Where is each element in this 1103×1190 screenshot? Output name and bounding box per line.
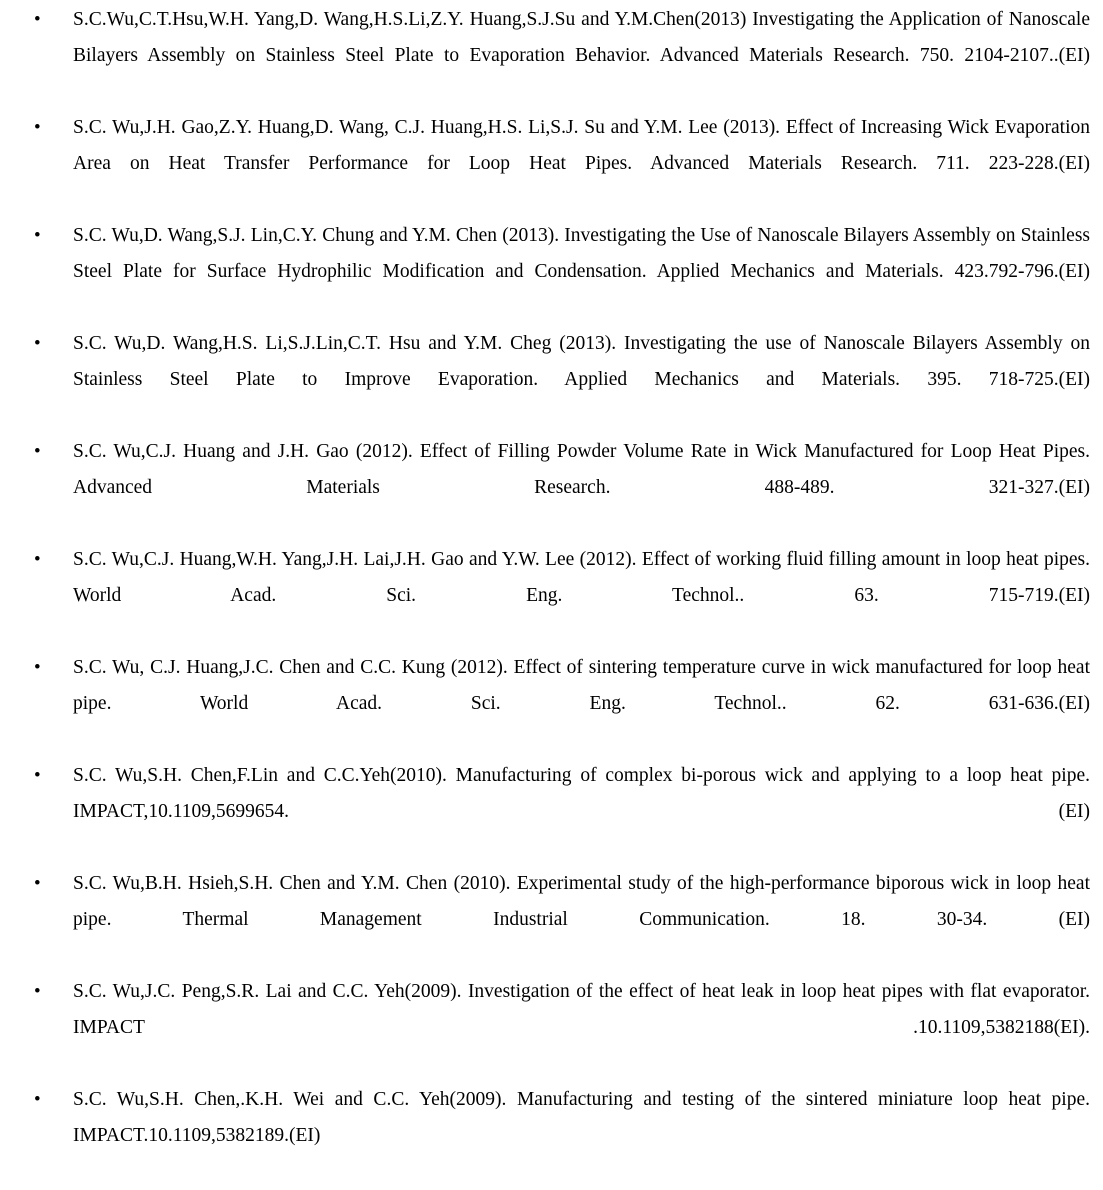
bullet-icon: •	[34, 873, 41, 894]
reference-text: S.C.Wu,C.T.Hsu,W.H. Yang,D. Wang,H.S.Li,Z.Y. Huang,S.J.Su and Y.M.Chen(2013) Investigating the Application of Nanoscale Bilayers Assembly on Stainless Steel Plate to Evaporation Behavior. Advanced Materials Research. 750. 2104-2107..(EI)	[73, 9, 1090, 66]
reference-text: S.C. Wu,S.H. Chen,F.Lin and C.C.Yeh(2010). Manufacturing of complex bi-porous wick and applying to a loop heat pipe. IMPACT,10.1109,5699654. (EI)	[73, 765, 1090, 822]
bullet-icon: •	[34, 117, 41, 138]
reference-text: S.C. Wu,J.C. Peng,S.R. Lai and C.C. Yeh(2009). Investigation of the effect of heat leak in loop heat pipes with flat evaporator. IMPACT .10.1109,5382188(EI).	[73, 981, 1090, 1038]
bullet-icon: •	[34, 981, 41, 1002]
reference-text: S.C. Wu,C.J. Huang and J.H. Gao (2012). Effect of Filling Powder Volume Rate in Wick Manufactured for Loop Heat Pipes. Advanced Materials Research. 488-489. 321-327.(EI)	[73, 441, 1090, 498]
bullet-icon: •	[34, 657, 41, 678]
reference-text: S.C. Wu,D. Wang,S.J. Lin,C.Y. Chung and Y.M. Chen (2013). Investigating the Use of Nanoscale Bilayers Assembly on Stainless Steel Plate for Surface Hydrophilic Modification and Condensation. Applied Mechanics and Materials. 423.792-796.(EI)	[73, 225, 1090, 282]
reference-text: S.C. Wu, C.J. Huang,J.C. Chen and C.C. Kung (2012). Effect of sintering temperature curve in wick manufactured for loop heat pipe. World Acad. Sci. Eng. Technol.. 62. 631-636.(EI)	[73, 657, 1090, 714]
list-item	[0, 434, 1103, 542]
reference-text: S.C. Wu,S.H. Chen,.K.H. Wei and C.C. Yeh(2009). Manufacturing and testing of the sintered miniature loop heat pipe. IMPACT.10.1109,5382189.(EI)	[73, 1089, 1090, 1146]
bullet-icon: •	[34, 333, 41, 354]
bullet-icon: •	[34, 765, 41, 786]
bullet-icon: •	[34, 441, 41, 462]
list-item	[0, 650, 1103, 758]
reference-text: S.C. Wu,C.J. Huang,W.H. Yang,J.H. Lai,J.H. Gao and Y.W. Lee (2012). Effect of working fluid filling amount in loop heat pipes. World Acad. Sci. Eng. Technol.. 63. 715-719.(EI)	[73, 549, 1090, 606]
list-item	[0, 110, 1103, 218]
list-item	[0, 218, 1103, 326]
reference-text: S.C. Wu,B.H. Hsieh,S.H. Chen and Y.M. Chen (2010). Experimental study of the high-performance biporous wick in loop heat pipe. Thermal Management Industrial Communication. 18. 30-34. (EI)	[73, 873, 1090, 930]
list-item	[0, 974, 1103, 1082]
bullet-icon: •	[34, 225, 41, 246]
list-item	[0, 1082, 1103, 1190]
bullet-icon: •	[34, 549, 41, 570]
list-item	[0, 2, 1103, 110]
list-item	[0, 866, 1103, 974]
list-item	[0, 758, 1103, 866]
reference-text: S.C. Wu,D. Wang,H.S. Li,S.J.Lin,C.T. Hsu and Y.M. Cheg (2013). Investigating the use of Nanoscale Bilayers Assembly on Stainless Steel Plate to Improve Evaporation. Applied Mechanics and Materials. 395. 718-725.(EI)	[73, 333, 1090, 390]
reference-list	[0, 2, 1103, 1190]
list-item	[0, 542, 1103, 650]
list-item	[0, 326, 1103, 434]
bullet-icon: •	[34, 9, 41, 30]
bullet-icon: •	[34, 1089, 41, 1110]
reference-text: S.C. Wu,J.H. Gao,Z.Y. Huang,D. Wang, C.J. Huang,H.S. Li,S.J. Su and Y.M. Lee (2013). Effect of Increasing Wick Evaporation Area on Heat Transfer Performance for Loop Heat Pipes. Advanced Materials Research. 711. 223-228.(EI)	[73, 117, 1090, 174]
